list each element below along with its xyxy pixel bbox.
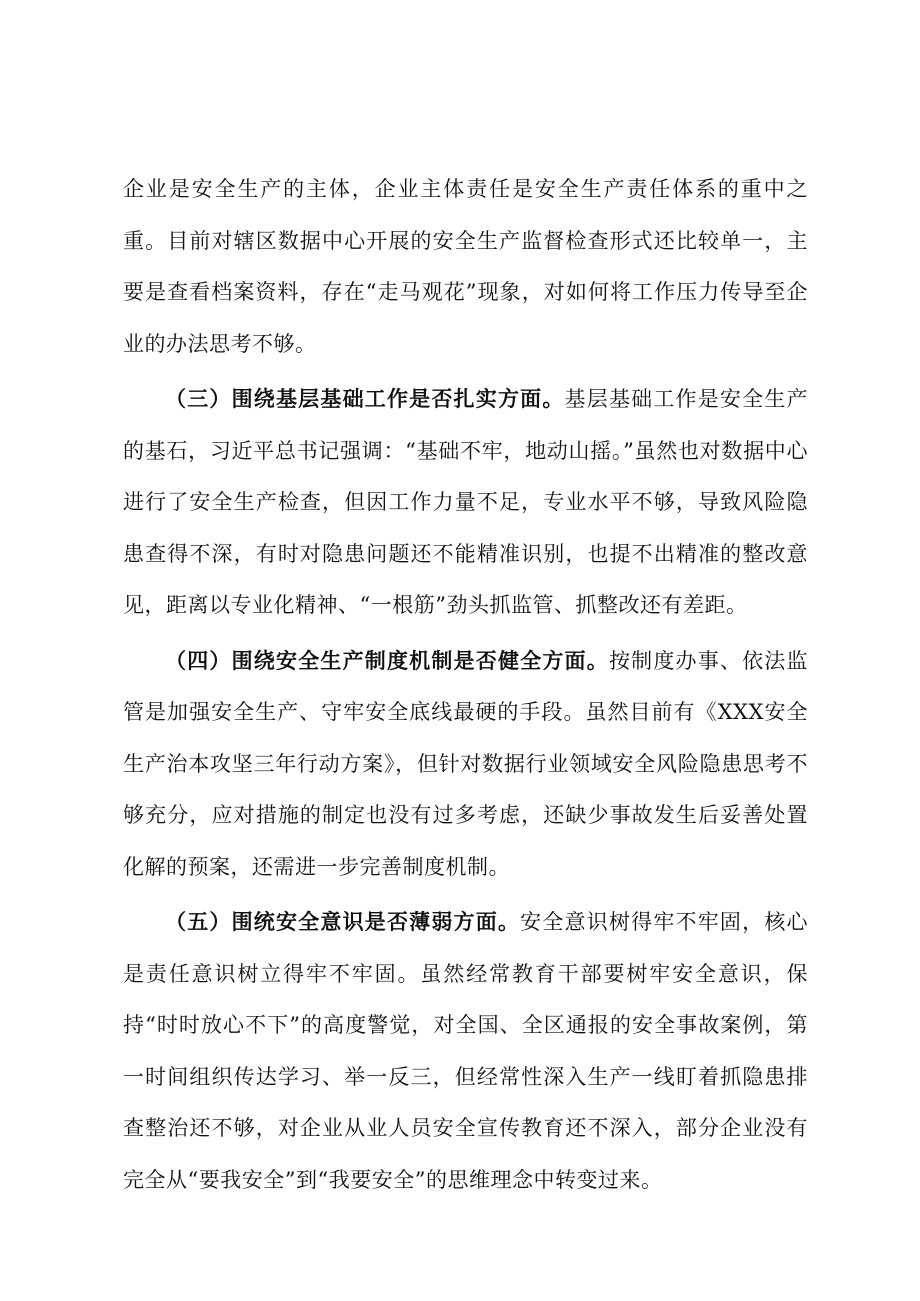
paragraph-text: 按制度办事、依法监管是加强安全生产、守牢安全底线最硬的手段。虽然目前有《XXX安全生产治本攻坚三年行动方案》，但针对数据行业领域安全风险隐患思考不够充分，应对措施的制定也没有过多考虑，还缺少事故发生后妥善处置化解的预案，还需进一步完善制度机制。 [123, 648, 809, 879]
paragraph-section-3 [123, 373, 808, 632]
paragraph-section-4 [123, 635, 808, 894]
section-heading: （四）围绕安全生产制度机制是否健全方面。 [165, 647, 609, 673]
paragraph-text: 企业是安全生产的主体，企业主体责任是安全生产责任体系的重中之重。目前对辖区数据中心开展的安全生产监督检查形式还比较单一，主要是查看档案资料，存在“走马观花”现象，对如何将工作压力传导至企业的办法思考不够。 [123, 177, 808, 356]
paragraph-section-5 [123, 896, 808, 1206]
section-heading: （三）围绕基层基础工作是否扎实方面。 [165, 386, 565, 411]
paragraph-text: 安全意识树得牢不牢固，核心是责任意识树立得牢不牢固。虽然经常教育干部要树牢安全意识，保持“时时放心不下”的高度警觉，对全国、全区通报的安全事故案例，第一时间组织传达学习、举一反三，但经常性深入生产一线盯着抓隐患排查整治还不够，对企业从业人员安全宣传教育还不深入，部分企业没有完全从“要我安全”到“我要安全”的思维理念中转变过来。 [123, 910, 809, 1192]
paragraph-text: 基层基础工作是安全生产的基石，习近平总书记强调：“基础不牢，地动山摇。”虽然也对数据中心进行了安全生产检查，但因工作力量不足，专业水平不够，导致风险隐患查得不深，有时对隐患问题还不能精准识别，也提不出精准的整改意见，距离以专业化精神、“一根筋”劲头抓监管、抓整改还有差距。 [123, 387, 809, 617]
paragraph-continuation [123, 164, 808, 370]
section-heading: （五）围统安全意识是否薄弱方面。 [165, 909, 521, 934]
document-body [123, 164, 808, 1206]
